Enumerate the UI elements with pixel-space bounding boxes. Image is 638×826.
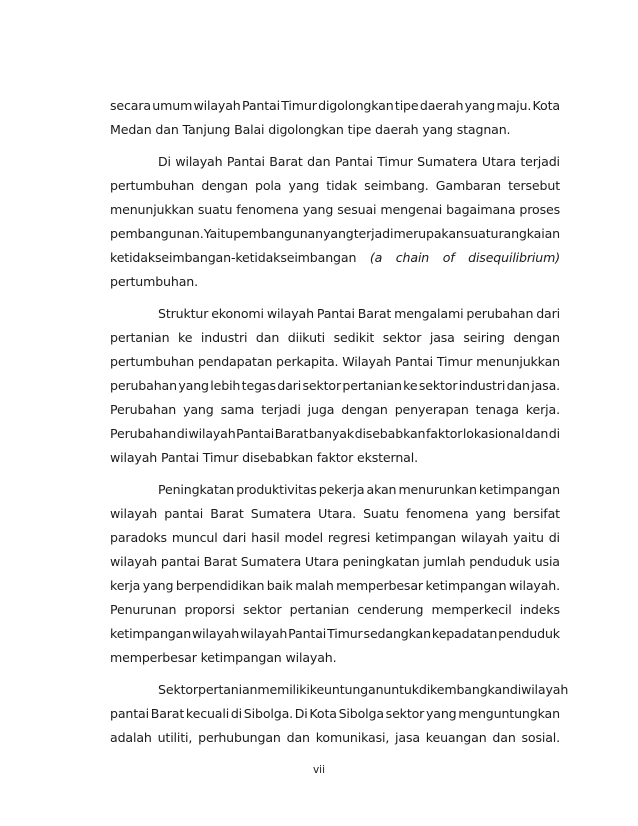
word: wilayah (266, 306, 314, 321)
word: Sektor (158, 682, 198, 697)
word: lebih (210, 378, 241, 393)
word: dikembangkan (418, 682, 510, 697)
word: fenomena (236, 202, 299, 217)
word: fenomena (406, 506, 469, 521)
text-line (110, 198, 560, 222)
text-line (110, 326, 560, 350)
word: suatu (197, 202, 233, 217)
word: proporsi (184, 602, 235, 617)
word: ketimpangan (110, 626, 192, 641)
text-line (110, 374, 560, 398)
word: pola (255, 178, 282, 193)
word: dengan (513, 330, 560, 345)
word: Peningkatan (158, 482, 235, 497)
word: dari (536, 306, 560, 321)
paragraph (110, 302, 560, 470)
word: jasa (395, 730, 420, 745)
word: ketimpangan (478, 482, 560, 497)
word: tipe (394, 98, 419, 113)
word: terjadi (261, 402, 301, 417)
word: cenderung (357, 602, 424, 617)
word: yang (183, 402, 214, 417)
word: mengenai (380, 202, 443, 217)
word: banyak (308, 426, 355, 441)
word: adalah (110, 730, 152, 745)
word: yang (178, 378, 209, 393)
word: usia (534, 554, 560, 569)
word: faktor (425, 426, 463, 441)
word: yang (288, 178, 320, 193)
word: indeks (519, 602, 560, 617)
word: untuk (383, 682, 419, 697)
word: malah (295, 578, 334, 593)
word: wilayah (175, 154, 223, 169)
word: pantai (110, 706, 149, 721)
word: pantai (164, 506, 204, 521)
word: chain (395, 250, 430, 265)
word: menunjukkan (476, 354, 560, 369)
word: of (442, 250, 455, 265)
word: dan (286, 730, 310, 745)
word: Barat (150, 706, 185, 721)
word: seimbang. (364, 178, 429, 193)
text-line: wilayah Pantai Timur disebabkan faktor eksternal. (110, 450, 418, 465)
word: produktivitas (236, 482, 317, 497)
word: dengan (341, 402, 388, 417)
word: wilayah (110, 506, 158, 521)
word: Timur (436, 354, 473, 369)
word: pertanian (289, 602, 350, 617)
word: penduduk (469, 554, 531, 569)
word: disequilibrium) (468, 250, 560, 265)
word: ke (403, 378, 418, 393)
text-line (110, 150, 560, 174)
word: terjadi (520, 154, 560, 169)
word: Sibolga. (243, 706, 293, 721)
word: Kota (309, 706, 337, 721)
body-text (110, 94, 569, 750)
text-line (110, 302, 560, 326)
word: Di (158, 154, 171, 169)
word: di (548, 530, 560, 545)
text-line (110, 726, 560, 750)
paragraph-gap (110, 294, 560, 302)
word: Di (294, 706, 308, 721)
text-line (110, 678, 569, 702)
word: wilayah (193, 98, 241, 113)
word: kecuali (185, 706, 230, 721)
word: Utara (304, 554, 339, 569)
word: sektor (382, 330, 422, 345)
word: dan (492, 730, 516, 745)
word: utiliti, (157, 730, 193, 745)
word: pendapatan (197, 354, 273, 369)
word: keuntungan (309, 682, 384, 697)
word: yaitu (512, 530, 544, 545)
word: dan (307, 154, 331, 169)
word: tidak (326, 178, 357, 193)
word: perkapita. (276, 354, 339, 369)
text-line (110, 702, 560, 726)
text-line (110, 622, 560, 646)
word: pantai (160, 554, 200, 569)
word: Perubahan (110, 426, 177, 441)
word: bersifat (513, 506, 560, 521)
word: yang (464, 98, 496, 113)
word: industri (200, 330, 248, 345)
word: dari (277, 378, 302, 393)
word: muncul (171, 530, 218, 545)
word: suatu (463, 226, 499, 241)
word: penyerapan (394, 402, 469, 417)
paragraph (110, 150, 560, 294)
word: jasa (429, 330, 455, 345)
word: jasa. (531, 378, 560, 393)
word: paradoks (110, 530, 167, 545)
text-line (110, 398, 560, 422)
word: dari (222, 530, 247, 545)
word: yang (302, 202, 334, 217)
word: wilayah (460, 530, 509, 545)
word: Pantai (236, 426, 275, 441)
text-line (110, 422, 560, 446)
word: sosial. (521, 730, 560, 745)
text-line (110, 550, 560, 574)
word: Pantai (226, 154, 265, 169)
word: maju. (496, 98, 532, 113)
word: Sumatera (250, 506, 312, 521)
word: Kota (532, 98, 560, 113)
text-line (110, 94, 560, 118)
text-line (110, 350, 560, 374)
word: penduduk (498, 626, 560, 641)
paragraph-gap (110, 670, 560, 678)
word: daerah (419, 98, 464, 113)
word: Pantai (316, 306, 355, 321)
word: wilayah. (509, 578, 560, 593)
word: bagaimana (446, 202, 516, 217)
word: hasil (251, 530, 280, 545)
word: Wilayah (342, 354, 392, 369)
word: sektor (302, 378, 341, 393)
word: tenaga (475, 402, 519, 417)
word: pertumbuhan (110, 178, 195, 193)
word: proses (519, 202, 560, 217)
word: keuangan (425, 730, 487, 745)
word: Timur (281, 98, 317, 113)
word: dan (524, 426, 549, 441)
word: juga (307, 402, 335, 417)
word: yang (142, 578, 174, 593)
word: wilayah (110, 554, 158, 569)
word: pembangunan. (110, 226, 204, 241)
word: dan (506, 378, 530, 393)
word: wilayah (192, 626, 240, 641)
word: perubahan (110, 378, 177, 393)
word: seiring (463, 330, 505, 345)
word: Yaitu (203, 226, 234, 241)
text-line (110, 478, 560, 502)
word: tegas (241, 378, 276, 393)
text-line (110, 526, 560, 550)
word: di (509, 682, 522, 697)
word: ke (178, 330, 193, 345)
word: ketidakseimbangan-ketidakseimbangan (110, 250, 357, 265)
word: Pantai (288, 626, 327, 641)
word: ketimpangan (375, 530, 457, 545)
word: Barat (274, 426, 309, 441)
text-line (110, 598, 560, 622)
word: yang (425, 706, 457, 721)
word: mengalami (394, 306, 464, 321)
word: di (548, 426, 560, 441)
paragraph (110, 678, 569, 750)
word: Struktur (158, 306, 209, 321)
paragraph-gap (110, 142, 560, 150)
word: sedangkan (363, 626, 431, 641)
word: Sumatera (240, 554, 302, 569)
word: pembangunan (233, 226, 323, 241)
text-line (110, 574, 560, 598)
word: Gambaran (435, 178, 501, 193)
word: diikuti (287, 330, 326, 345)
word: kerja. (525, 402, 560, 417)
text-line: memperbesar ketimpangan wilayah. (110, 650, 337, 665)
word: baik (266, 578, 293, 593)
text-line (110, 246, 560, 270)
paragraph (110, 94, 560, 142)
text-line: pertumbuhan. (110, 274, 198, 289)
word: Barat (357, 306, 392, 321)
text-line: Medan dan Tanjung Balai digolongkan tipe daerah yang stagnan. (110, 122, 511, 137)
word: Barat (210, 506, 244, 521)
word: secara (110, 98, 151, 113)
word: sama (220, 402, 255, 417)
word: kepadatan (431, 626, 498, 641)
word: Utara (481, 154, 516, 169)
word: di (176, 426, 188, 441)
word: lokasional (462, 426, 525, 441)
word: yang (475, 506, 506, 521)
word: Pantai (241, 98, 280, 113)
word: yang (323, 226, 354, 241)
word: pertanian (197, 682, 258, 697)
word: pekerja (318, 482, 365, 497)
word: memperkecil (431, 602, 512, 617)
word: dan (255, 330, 280, 345)
page-number: vii (312, 764, 326, 776)
word: Barat (269, 154, 303, 169)
word: digolongkan (318, 98, 394, 113)
word: berpendidikan (175, 578, 265, 593)
word: pertanian (342, 378, 402, 393)
word: Sumatera (417, 154, 478, 169)
word: merupakan (393, 226, 464, 241)
word: sektor (242, 602, 282, 617)
text-line (110, 502, 560, 526)
word: model (284, 530, 323, 545)
word: rangkaian (498, 226, 560, 241)
word: Suatu (363, 506, 399, 521)
word: sektor (385, 706, 425, 721)
word: Barat (203, 554, 238, 569)
word: Pantai (334, 154, 373, 169)
word: menguntungkan (458, 706, 560, 721)
word: industri (458, 378, 506, 393)
word: wilayah (240, 626, 288, 641)
word: menunjukkan (110, 202, 194, 217)
word: sektor (418, 378, 458, 393)
word: memperbesar (336, 578, 423, 593)
word: perubahan (466, 306, 534, 321)
word: dengan (201, 178, 248, 193)
word: komunikasi, (315, 730, 390, 745)
word: akan (366, 482, 397, 497)
word: memiliki (257, 682, 310, 697)
word: umum (152, 98, 193, 113)
word: pertanian (110, 330, 170, 345)
word: di (230, 706, 243, 721)
word: Perubahan (110, 402, 177, 417)
word: peningkatan (342, 554, 420, 569)
word: pertumbuhan (110, 354, 195, 369)
word: Sibolga (338, 706, 384, 721)
word: sesuai (337, 202, 377, 217)
word: Pantai (395, 354, 434, 369)
word: wilayah (188, 426, 236, 441)
word: Utara. (318, 506, 356, 521)
paragraph-gap (110, 470, 560, 478)
word: menurunkan (398, 482, 477, 497)
word: wilayah (521, 682, 569, 697)
word: Penurunan (110, 602, 177, 617)
paragraph (110, 478, 560, 670)
word: terjadi (353, 226, 394, 241)
text-line (110, 174, 560, 198)
word: kerja (110, 578, 141, 593)
word: ketimpangan (425, 578, 507, 593)
word: perhubungan (198, 730, 281, 745)
word: tersebut (508, 178, 560, 193)
text-line (110, 222, 560, 246)
word: disebabkan (354, 426, 426, 441)
word: Timur (377, 154, 413, 169)
word: jumlah (423, 554, 466, 569)
word: regresi (327, 530, 371, 545)
word: ekonomi (211, 306, 264, 321)
word: (a (369, 250, 383, 265)
word: Timur (327, 626, 363, 641)
word: sedikit (333, 330, 375, 345)
